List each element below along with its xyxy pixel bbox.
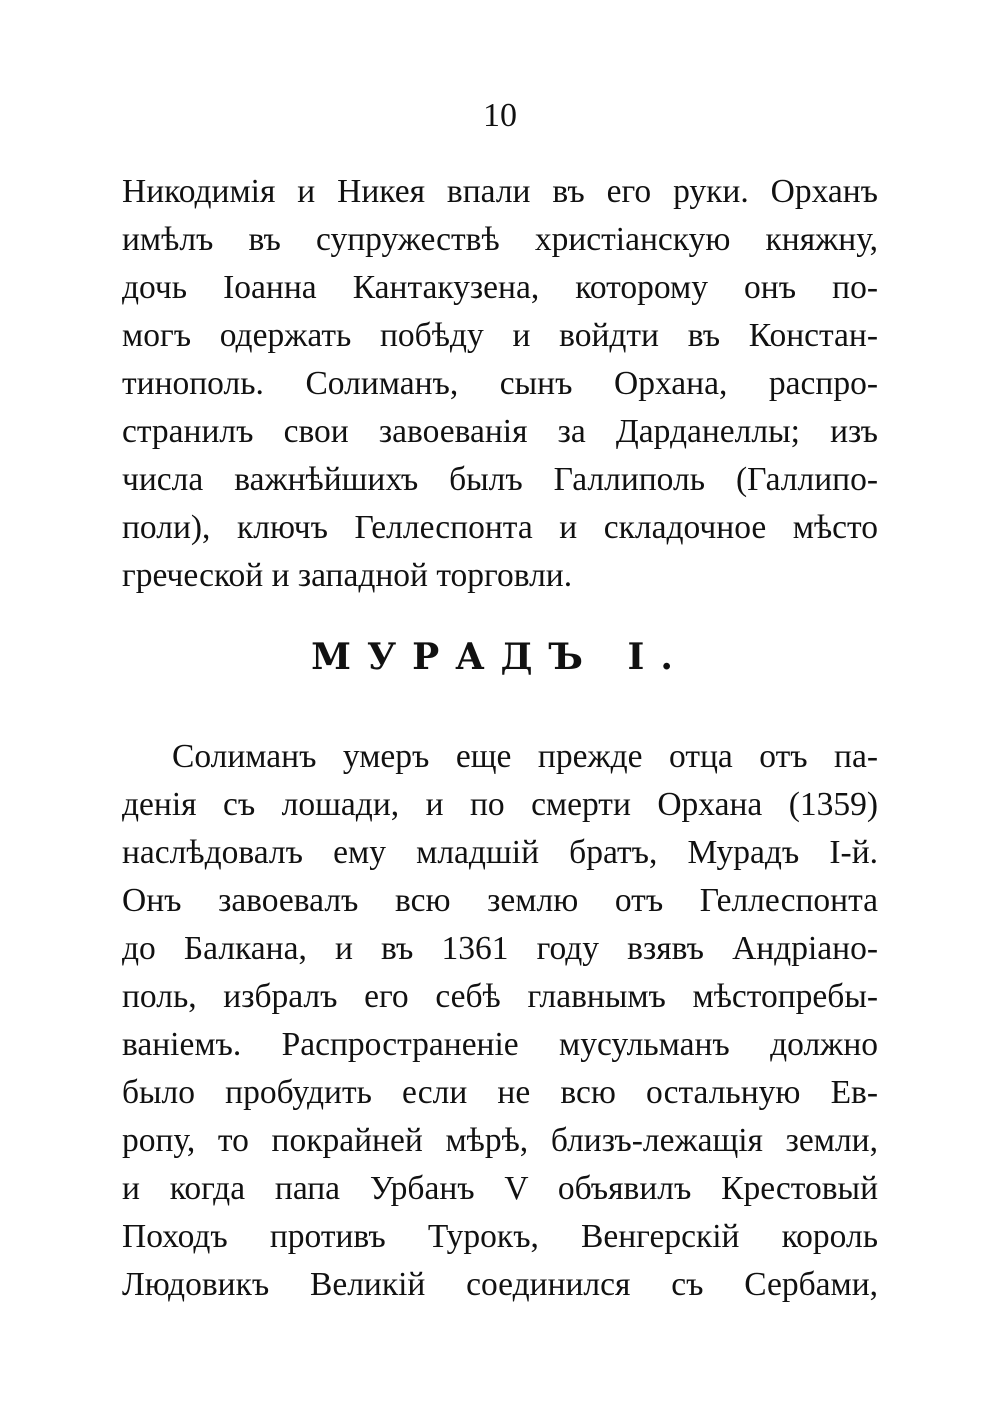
text-line: и когда папа Урбанъ V объявилъ Крестовый	[122, 1170, 878, 1207]
text-line: поль, избралъ его себѣ главнымъ мѣстопребы-	[122, 978, 878, 1015]
text-line: Людовикъ Великій соединился съ Сербами,	[122, 1266, 878, 1303]
text-line: числа важнѣйшихъ былъ Галлиполь (Галлипо-	[122, 461, 878, 498]
paragraph-2	[122, 733, 878, 1309]
page-number: 10	[483, 97, 517, 134]
text-line: Походъ противъ Турокъ, Венгерскій король	[122, 1218, 878, 1255]
text-line: могъ одержать побѣду и войдти въ Констан-	[122, 317, 878, 354]
text-line: ваніемъ. Распространеніе мусульманъ должно	[122, 1026, 878, 1063]
text-line: дочь Іоанна Кантакузена, которому онъ по-	[122, 269, 878, 306]
text-line: наслѣдовалъ ему младшій братъ, Мурадъ I-й.	[122, 834, 878, 871]
paragraph-1	[122, 168, 878, 600]
text-line: до Балкана, и въ 1361 году взявъ Андріано-	[122, 930, 878, 967]
text-line: тинополь. Солиманъ, сынъ Орхана, распро-	[122, 365, 878, 402]
text-line: имѣлъ въ супружествѣ христіанскую княжну,	[122, 221, 878, 258]
text-line: поли), ключъ Геллеспонта и складочное мѣсто	[122, 509, 878, 546]
text-line: Солиманъ умеръ еще прежде отца отъ па-	[172, 738, 878, 775]
text-line: Никодимія и Никея впали въ его руки. Орханъ	[122, 173, 878, 210]
text-line: ропу, то покрайней мѣрѣ, близъ-лежащія земли,	[122, 1122, 878, 1159]
section-heading: МУРАДЪ I.	[311, 636, 689, 678]
text-line: денія съ лошади, и по смерти Орхана (1359)	[122, 786, 878, 823]
text-line: странилъ свои завоеванія за Дарданеллы; изъ	[122, 413, 878, 450]
text-line: Онъ завоевалъ всю землю отъ Геллеспонта	[122, 882, 878, 919]
text-line: греческой и западной торговли.	[122, 557, 573, 594]
text-line: было пробудить если не всю остальную Ев-	[122, 1074, 878, 1111]
